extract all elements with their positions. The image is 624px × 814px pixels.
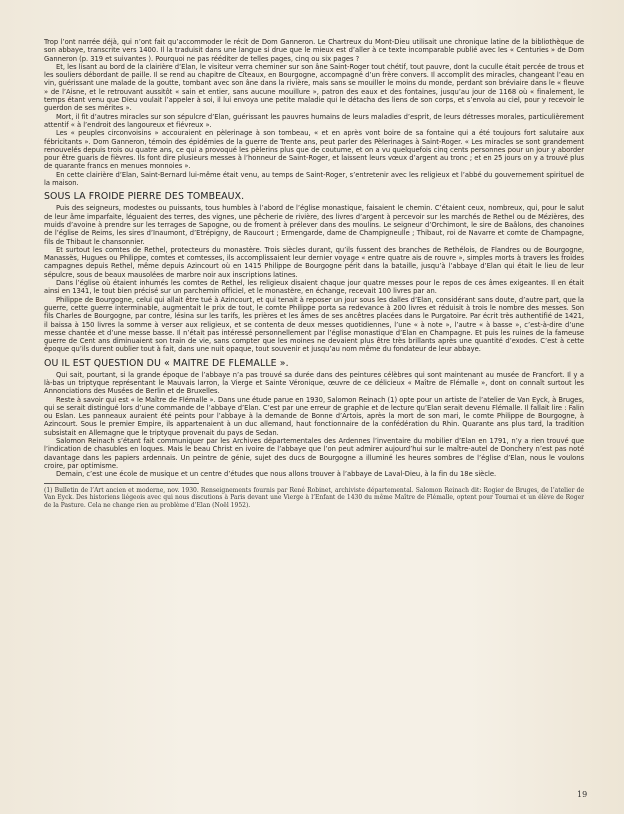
- section-heading: SOUS LA FROIDE PIERRE DES TOMBEAUX.: [44, 191, 245, 203]
- paragraph: Et surtout les comtes de Rethel, protecteurs du monastère. Trois siècles durant, qu’ils fussent des branches de Rethélois, de Flandres ou de Bourgogne, Manassès, Hugues ou Philippe, comtes et comtesses, ils accomplissaient leur dernier voyage « entre quatre ais de rouvre », simples morts à travers les froides campagnes depuis Rethel, même depuis Azincourt où en 1415 Philippe de Bourgogne périt dans la bataille, jusqu’à l’abbaye d’Elan qui était le lieu de leur sépulcre, sous de beaux mausolées de marbre noir aux inscriptions latines.: [44, 245, 584, 279]
- page-number: 19: [577, 790, 588, 799]
- paragraph: Demain, c’est une école de musique et un centre d’études que nous allons trouver à l’abbaye de Laval-Dieu, à la fin du 18e siècle.: [56, 470, 497, 479]
- paragraph: Trop l’ont narrée déjà, qui n’ont fait qu’accommoder le récit de Dom Ganneron. Le Chartreux du Mont-Dieu utilisait une chronique latine de la bibliothèque de son abbaye, transcrite vers 1400. Il la traduisit dans une langue si drue que le mieux est d’aller à ce texte incomparable publié avec les « Centuries » de Dom Ganneron (p. 319 et suivantes ). Pourquoi ne pas rééditer de telles pages, cinq ou six pages ?: [44, 38, 584, 63]
- footnote-divider: [44, 483, 199, 484]
- paragraph: En cette clairière d’Elan, Saint-Bernard lui-même était venu, au temps de Saint-Roger, s’entretenir avec les religieux et l’abbé du gouvernement spirituel de la maison.: [44, 170, 584, 188]
- paragraph: Les « peuples circonvoisins » accouraient en pèlerinage à son tombeau, « et en après vont boire de sa fontaine qui a été toujours fort salutaire aux fébricitants ». Dom Ganneron, témoin des épidémies de la guerre de Trente ans, peut parler des Pèlerinages à Saint-Roger. « Les miracles se sont grandement renouvelés depuis trois ou quatre ans, ce qui a provoqué les pèlerins plus que de coutume, et on a vu quelquefois cinq cents personnes pour un jour y aborder pour être guaris de fièvres. Ils font dire plusieurs messes à l’honneur de Saint-Roger, et laissent leurs vœux d’argent au tronc ; et en 25 jours on y a trouvé plus de quarante francs en menues monnoies ».: [44, 129, 584, 171]
- paragraph: Dans l’église où étaient inhumés les comtes de Rethel, les religieux disaient chaque jour quatre messes pour le repos de ces âmes exigeantes. Il en était ainsi en 1341, le tout bien précisé sur un parchemin officiel, et le monastère, en échange, recevait 100 livres par an.: [44, 279, 584, 296]
- paragraph: Reste à savoir qui est « le Maître de Flémalle ». Dans une étude parue en 1930, Salomon Reinach (1) opte pour un artiste de l’atelier de Van Eyck, à Bruges, qui se serait distingué lors d’une commande de l’abbaye d’Elan. C’est par une erreur de graphie et de lecture qu’Elan serait devenu Flémalle. Il fallait lire : Falin ou Eslan. Les panneaux auraient été peints pour l’abbaye à la demande de Bonne d’Artois, après la mort de son mari, le comte Philippe de Bourgogne, à Azincourt. Sous le premier Empire, ils appartenaient à un duc allemand, haut fonctionnaire de la confédération du Rhin. Quarante ans plus tard, la tradition subsistait en Allemagne que le triptyque provenait du pays de Sedan.: [44, 395, 584, 437]
- text-column: [44, 38, 584, 509]
- paragraph: Mort, il fit d’autres miracles sur son sépulcre d’Elan, guérissant les pauvres humains de leurs maladies d’esprit, de leurs détresses morales, particulièrement attentif « à l’endroit des langoureux et fiévreux ».: [44, 112, 584, 129]
- footnote: (1) Bulletin de l’Art ancien et moderne, nov. 1930. Renseignements fournis par René Robinet, archiviste départemental. Salomon Reinach dit: Rogier de Bruges, de l’atelier de Van Eyck. Des historiens liégeois avec qui nous discutions à Paris devant une Vierge à l’Enfant de 1430 du même Maître de Flémalle, optent pour Tournai et un élève de Roger de la Pasture. Cela ne change rien au problème d’Elan (Noël 1952).: [44, 486, 584, 509]
- paragraph: Puis des seigneurs, modestes ou puissants, tous humbles à l’abord de l’église monastique, faisaient le chemin. C’étaient ceux, nombreux, qui, pour le salut de leur âme imparfaite, léguaient des terres, des vignes, une pêcherie de rivière, des livres d’argent à percevoir sur les marchés de Rethel ou de Mézières, des muids d’avoine à prendre sur les terrages de Sapogne, ou de froment à prélever dans des moulins. Le seigneur d’Orchimont, le sire de Baâlons, des chanoines de l’église de Reims, les sires d’Inaumont, d’Etrépigny, de Raucourt ; Ermengarde, dame de Champigneulle ; Thibaut, roi de Navarre et comte de Champagne, fils de Thibaut le chansonnier.: [44, 204, 584, 246]
- paragraph: Et, les lisant au bord de la clairière d’Elan, le visiteur verra cheminer sur son âne Saint-Roger tout chétif, tout pauvre, dont la cuculle était percée de trous et les souliers débordant de paille. Il se rend au chapitre de Cîteaux, en Bourgogne, accompagné d’un frère convers. Il accomplit des miracles, changeant l’eau en vin, guérissant une malade de la goutte, tombant avec son âne dans la rivière, mais sans se mouiller le moins du monde, perdant son bréviaire dans le « fleuve » de l’Aisne, et le retrouvant aussitôt « sain et entier, sans aucune mouillure », patron des eaux et des fontaines, jusqu’au jour de 1168 où « finalement, le temps étant venu que Dieu voulait l’appeler à soi, il lui envoya une petite maladie qui le détacha des liens de son corps, et s’envola au ciel, pour y recevoir le guerdon de ses mérites ».: [44, 62, 584, 113]
- section-heading: OU IL EST QUESTION DU « MAITRE DE FLEMALLE ».: [44, 357, 289, 369]
- paragraph: Philippe de Bourgogne, celui qui allait être tué à Azincourt, et qui tenait à reposer un jour sous les dalles d’Elan, considérant sans doute, d’autre part, que la guerre, cette guerre interminable, augmentait le prix de tout, le comte Philippe porta sa redevance à 200 livres et réduisit à trois le nombre des messes. Son fils Charles de Bourgogne, par contre, lésina sur les tarifs, les prières et les âmes de ses ancêtres placées dans le Purgatoire. Par écrit très authentifié de 1421, il baissa à 150 livres la somme à verser aux religieux, et se contenta de deux messes quotidiennes, l’une « à note », l’autre « à basse », c’est-à-dire d’une messe chantée et d’une messe basse. Il n’était pas intéressé personnellement par l’église monastique d’Elan en Champagne. Et puis les ruines de la fameuse guerre de Cent ans diminuaient son train de vie, sans compter que les moines ne devaient plus être très brillants après une quantité d’exodes. C’est à cette époque qu’ils durent oublier tout à fait, dans une nuit opaque, tout souvenir et jusqu’au nom même du fondateur de leur abbaye.: [44, 295, 584, 354]
- paragraph: Qui sait, pourtant, si la grande époque de l’abbaye n’a pas trouvé sa durée dans des peintures célèbres qui sont maintenant au musée de Francfort. Il y a là-bas un triptyque représentant le Mauvais larron, la Vierge et Sainte Véronique, œuvre de ce délicieux « Maître de Flémalle », dont on connaît surtout les Annonciations des Musées de Berlin et de Bruxelles.: [44, 370, 584, 396]
- paragraph: Salomon Reinach s’étant fait communiquer par les Archives départementales des Ardennes l’inventaire du mobilier d’Elan en 1791, n’y a rien trouvé que l’indication de chasubles en loques. Mais le beau Christ en ivoire de l’abbaye que l’on peut admirer aujourd’hui sur le maître-autel de Donchery n’est pas noté davantage dans les papiers ardennais. Un peintre de génie, sujet des ducs de Bourgogne a illuminé les heures sombres de l’église d’Elan, nous le voulons croire, par optimisme.: [44, 437, 584, 470]
